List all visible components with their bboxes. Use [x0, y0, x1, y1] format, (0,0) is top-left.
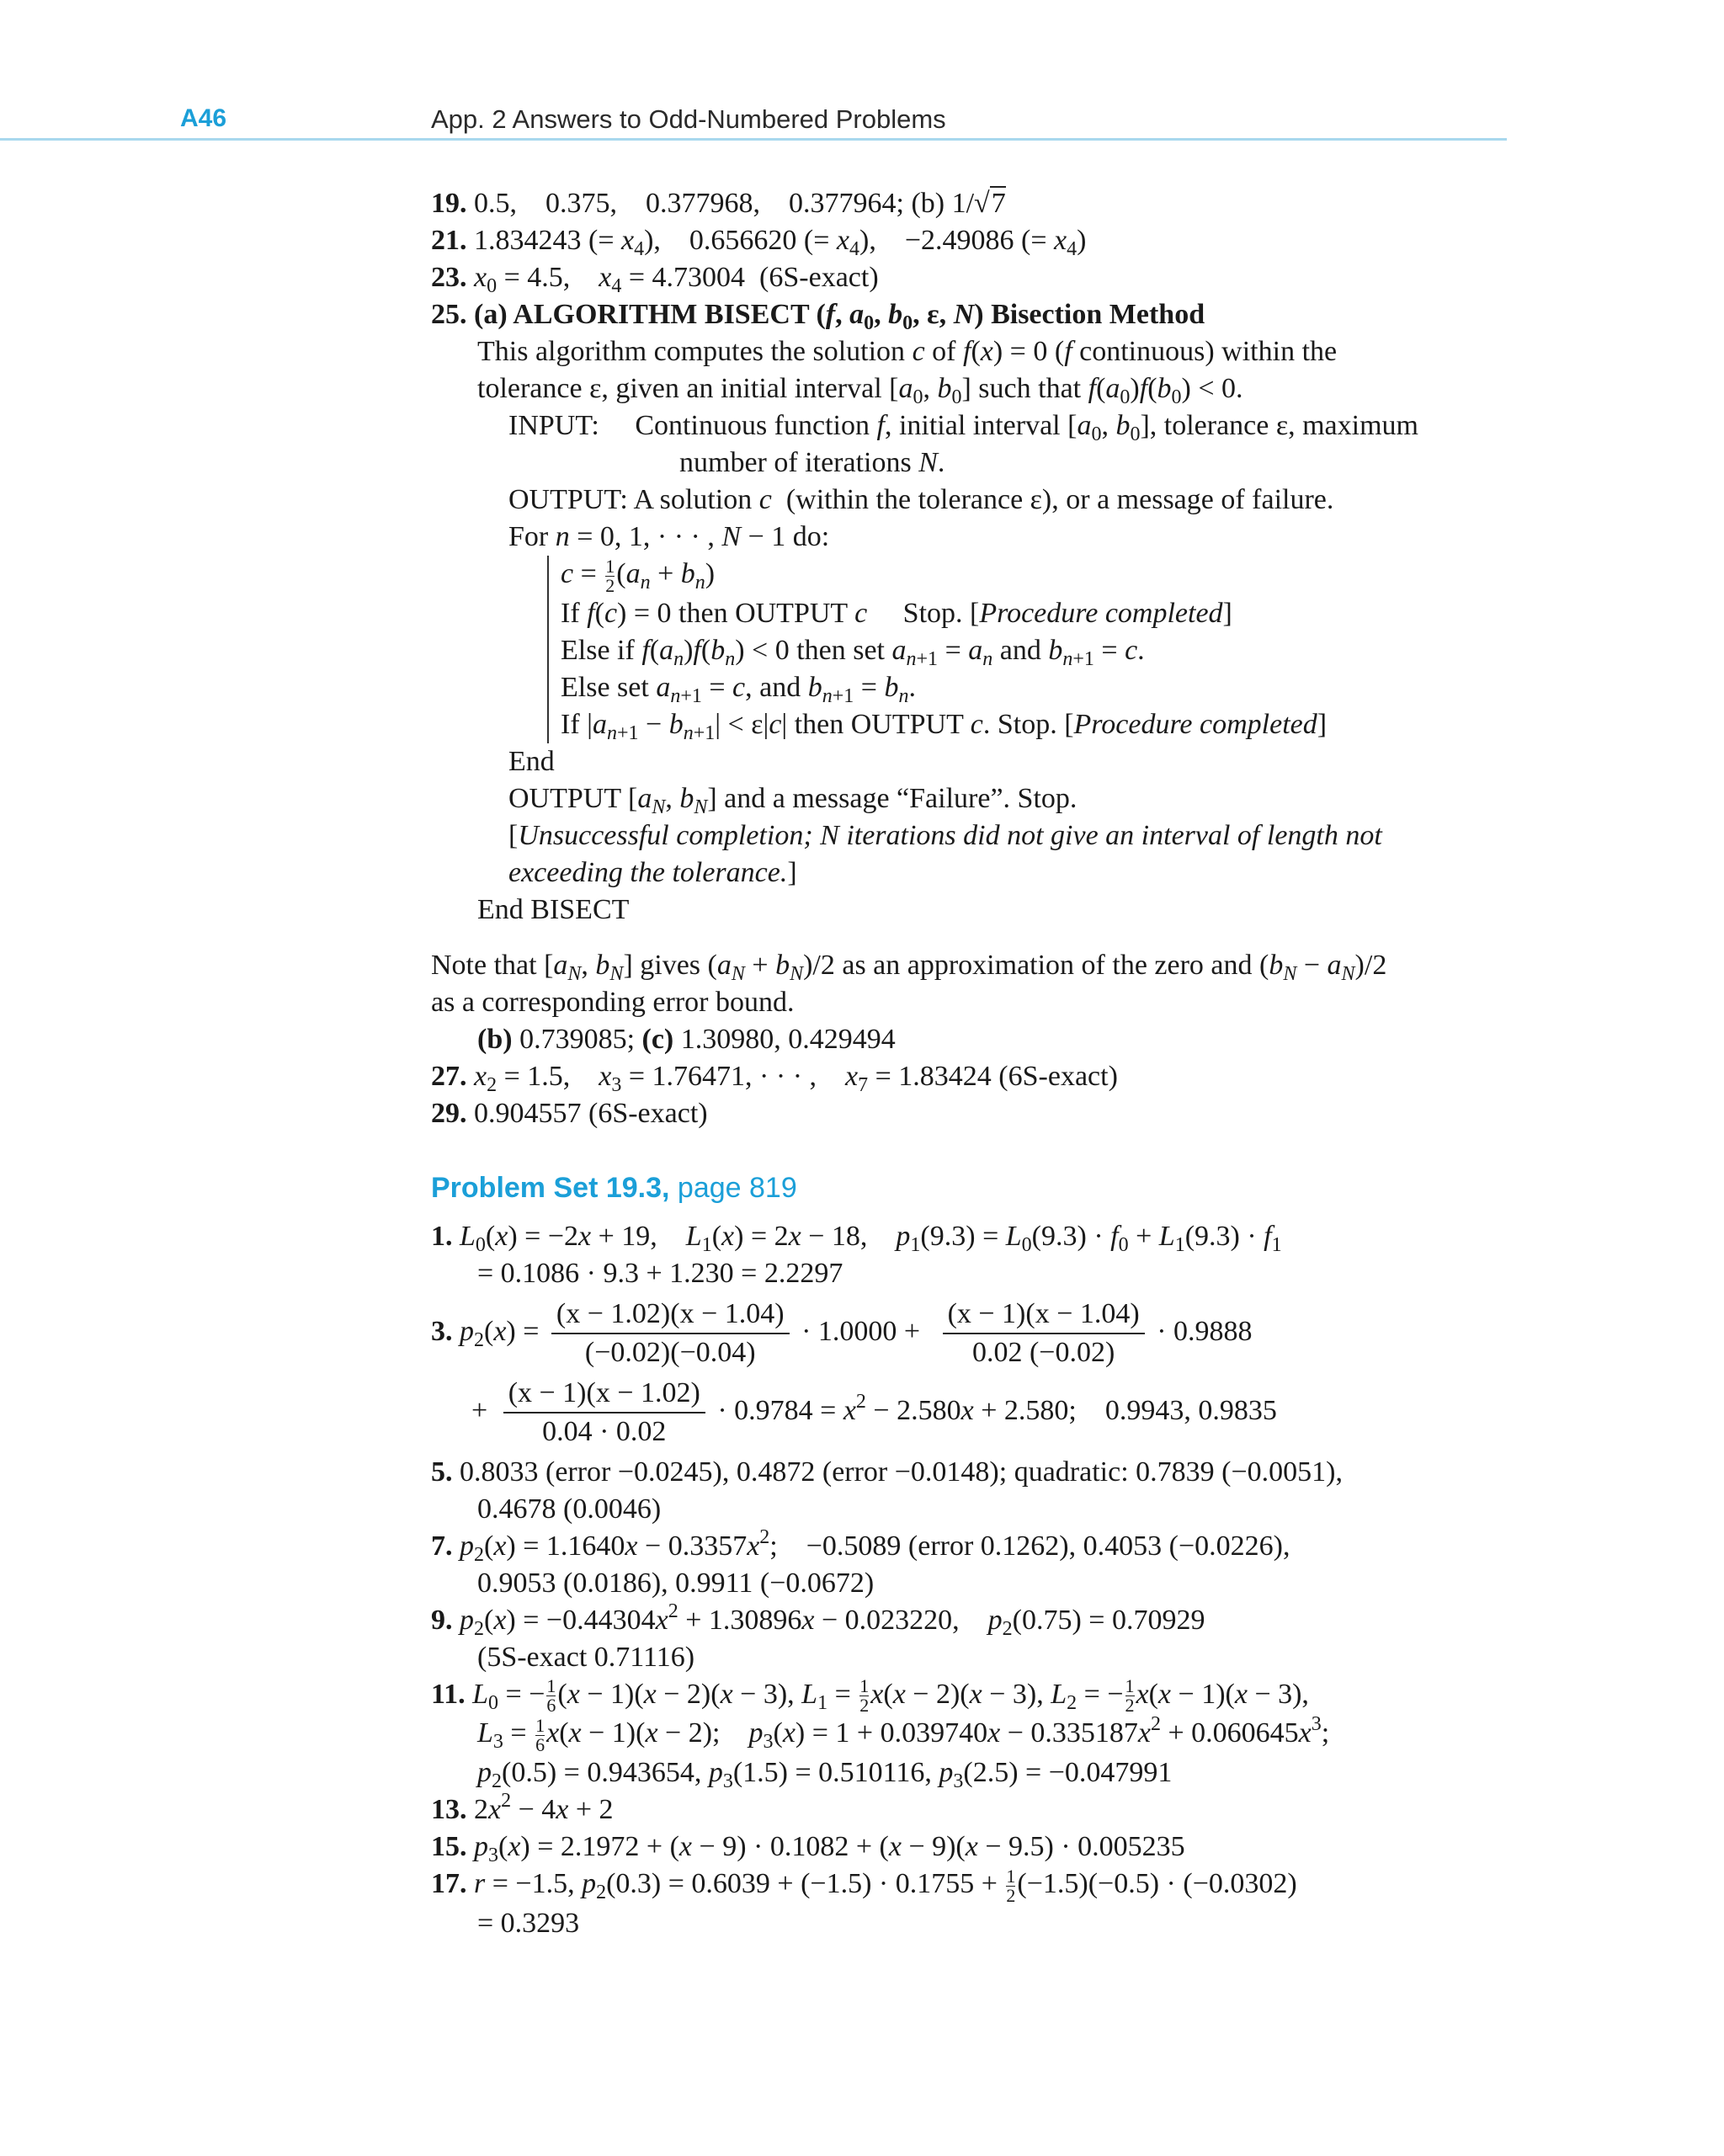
algorithm-output-failure: OUTPUT [$a_N$, $b_N$] and a message “Failure”. Stop.: [508, 782, 1078, 818]
loop-step-5: If $|a_{n+1} - b_{n+1}| < \varepsilon|c|$ then OUTPUT c. Stop. [Procedure completed]: [561, 708, 1328, 744]
answer-11-line-1: 11. $L_0$ = − $\frac{1}{6}$ (x − 1)(x − 2)(x − 3), $L_1$ = $\frac{1}{2}$ x(x − 2)(x − 3), $L_2$ = − $\frac{1}{2}$ x(x − 1)(x − 3),: [431, 1675, 1309, 1717]
fraction-1: $\frac{(x - 1.02)(x - 1.04)}{(-0.02)(-0.04)}$: [551, 1296, 790, 1371]
answer-15: 15. $p_3(x) = 2.1972 + (x - 9) \cdot 0.1082 + (x - 9)(x - 9.5) \cdot 0.005235$: [431, 1831, 1185, 1867]
answer-11-line-2: $L_3$ = $\frac{1}{6}$ x(x − 1)(x − 2); $p_3(x) = 1 + 0.039740x - 0.335187x^2 + 0.060645x^3$;: [477, 1713, 1330, 1756]
answer-11-line-3: $p_2(0.5) = 0.943654$, $p_3(1.5) = 0.510116$, $p_3(2.5) = -0.047991$: [477, 1757, 1173, 1793]
fraction-3: $\frac{(x - 1)(x - 1.02)}{0.04 \cdot 0.02}$: [503, 1375, 705, 1451]
answer-27: 27. $x_2 = 1.5$, $x_3 = 1.76471$, · · · , $x_7 = 1.83424$ (6S-exact): [431, 1060, 1118, 1096]
algorithm-end-loop: End: [508, 745, 555, 777]
answer-23: 23. $x_0 = 4.5$, $x_4 = 4.73004$ (6S-exact): [431, 262, 879, 297]
algorithm-end-bisect: End BISECT: [477, 893, 630, 925]
problem-set-heading: Problem Set 19.3, page 819: [431, 1171, 797, 1204]
algorithm-input-line-1: INPUT: Continuous function f, initial interval [$a_0$, $b_0$], tolerance ε, maximum: [508, 410, 1418, 445]
algorithm-failure-note-2: exceeding the tolerance.]: [508, 856, 797, 888]
answer-1-line-2: = 0.1086 · 9.3 + 1.230 = 2.2297: [477, 1257, 843, 1289]
running-header-title: App. 2 Answers to Odd-Numbered Problems: [431, 104, 946, 134]
answer-3-line-1: 3. $p_2(x)$ = $\frac{(x - 1.02)(x - 1.04)}{(-0.02)(-0.04)}$ · 1.0000 + $\frac{(x - 1)(x - 1.04)}{0.02 (-0.02)}$ · 0.9888: [431, 1296, 1508, 1371]
loop-step-1: c = $\frac{1}{2}$ $(a_n + b_n)$: [561, 555, 716, 596]
page-number: A46: [180, 104, 227, 132]
algorithm-note-line-1: Note that [$a_N$, $b_N$] gives $(a_N + b_N)/2$ as an approximation of the zero and $(b_N - a_N)/2$: [431, 949, 1387, 985]
answer-7-line-2: 0.9053 (0.0186), 0.9911 (−0.0672): [477, 1567, 875, 1599]
answer-21: 21. 1.834243 (= $x_4$), 0.656620 (= $x_4$), −2.49086 (= $x_4$): [431, 225, 1087, 260]
answer-17-line-2: = 0.3293: [477, 1907, 580, 1939]
fraction-2: $\frac{(x - 1)(x - 1.04)}{0.02 (-0.02)}$: [943, 1296, 1145, 1371]
answer-1-line-1: 1. $L_0(x) = -2x + 19$, $L_1(x) = 2x - 18$, $p_1(9.3) = L_0(9.3) \cdot f_0 + L_1(9.3) \cdot f_1$: [431, 1220, 1282, 1256]
loop-step-2: If f(c) = 0 then OUTPUT c Stop. [Procedure completed]: [561, 597, 1232, 629]
answer-17-line-1: 17. r = −1.5, $p_2(0.3) = 0.6039 + (-1.5) \cdot 0.1755$ + $\frac{1}{2}$ (−1.5)(−0.5) · (−0.0302): [431, 1865, 1297, 1906]
answer-7-line-1: 7. $p_2(x) = 1.1640x - 0.3357x^2$; −0.5089 (error 0.1262), 0.4053 (−0.0226),: [431, 1525, 1290, 1566]
algorithm-intro-line-2: tolerance ε, given an initial interval [$a_0$, $b_0$] such that $f(a_0)f(b_0) < 0$.: [477, 373, 1243, 408]
answer-13: 13. $2x^2 - 4x + 2$: [431, 1790, 614, 1826]
answer-9-line-1: 9. $p_2(x) = -0.44304x^2 + 1.30896x - 0.023220$, $p_2(0.75) = 0.70929$: [431, 1600, 1205, 1640]
algorithm-input-line-2: number of iterations N.: [679, 447, 945, 478]
answer-25-heading: 25. (a) ALGORITHM BISECT (f, $a_0$, $b_0$, ε, N) Bisection Method: [431, 299, 1205, 334]
answers-body: [431, 185, 1508, 1942]
algorithm-failure-note-1: [Unsuccessful completion; N iterations did not give an interval of length not: [508, 819, 1382, 851]
answer-5-line-2: 0.4678 (0.0046): [477, 1493, 662, 1525]
algorithm-note-line-2: as a corresponding error bound.: [431, 986, 795, 1018]
answer-29: 29. 0.904557 (6S-exact): [431, 1097, 708, 1129]
algorithm-loop-body: [547, 556, 1508, 743]
algorithm-intro-line-1: This algorithm computes the solution c of f(x) = 0 (f continuous) within the: [477, 336, 1338, 367]
header-rule: [0, 138, 1507, 141]
loop-step-4: Else set $a_{n+1} = c$, and $b_{n+1} = b_n$.: [561, 671, 916, 707]
answer-3-line-2: + $\frac{(x - 1)(x - 1.02)}{0.04 \cdot 0.02}$ · $0.9784 = x^2 - 2.580x + 2.580$; 0.9943, 0.9835: [431, 1375, 1508, 1451]
algorithm-for-loop: For n = 0, 1, · · · , N − 1 do:: [508, 521, 830, 552]
algorithm-output: OUTPUT: A solution c (within the tolerance ε), or a message of failure.: [508, 484, 1334, 515]
answer-25-bc: (b) 0.739085; (c) 1.30980, 0.429494: [477, 1023, 896, 1055]
loop-step-3: Else if $f(a_n)f(b_n) < 0$ then set $a_{n+1} = a_n$ and $b_{n+1} = c$.: [561, 634, 1145, 670]
answer-9-line-2: (5S-exact 0.71116): [477, 1641, 695, 1673]
answer-19: 19. 0.5, 0.375, 0.377968, 0.377964; (b) 1/√7: [431, 188, 1006, 219]
answer-5-line-1: 5. 0.8033 (error −0.0245), 0.4872 (error −0.0148); quadratic: 0.7839 (−0.0051),: [431, 1456, 1343, 1488]
